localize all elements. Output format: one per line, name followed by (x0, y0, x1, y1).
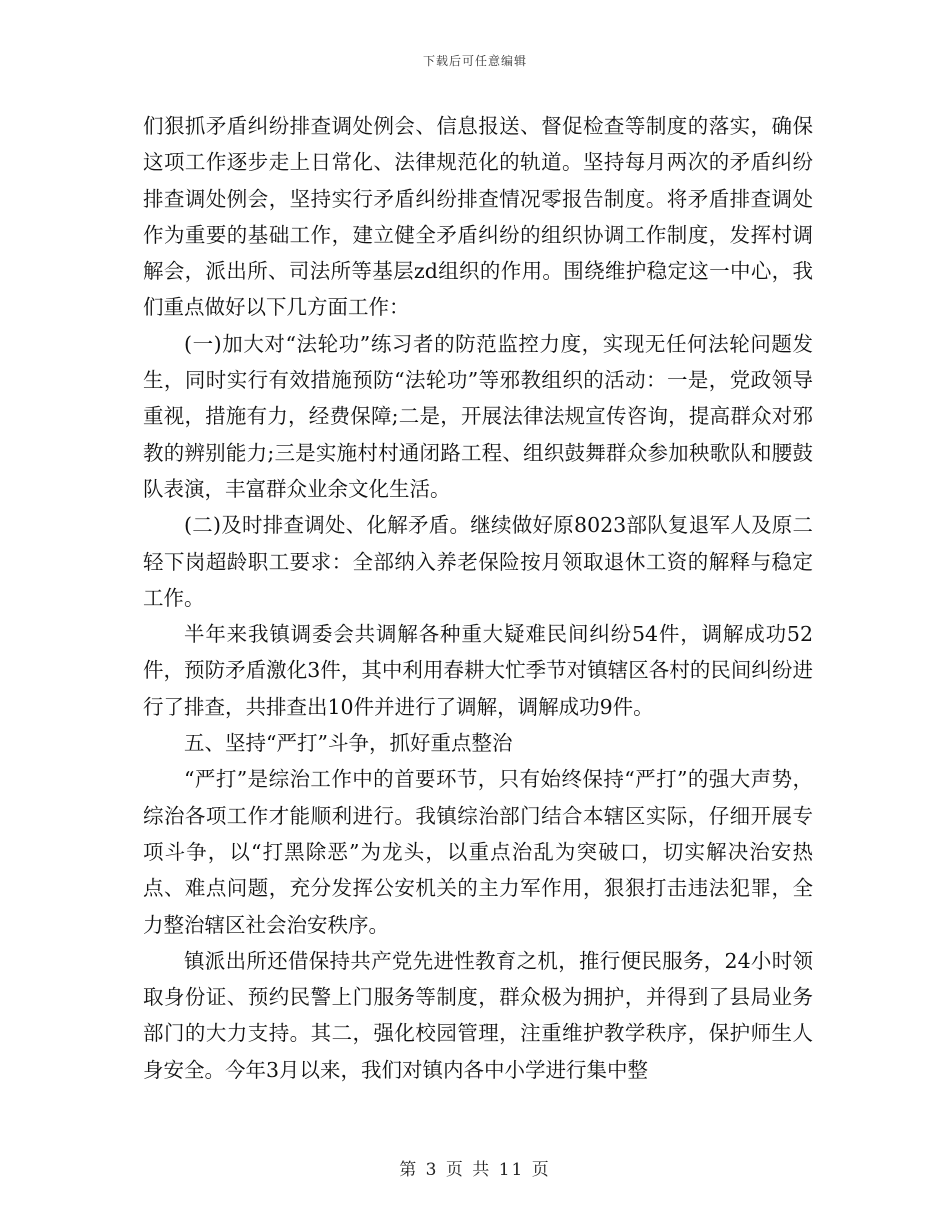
paragraph-4: 半年来我镇调委会共调解各种重大疑难民间纠纷54件，调解成功52件，预防矛盾激化3件，其中利用春耕大忙季节对镇辖区各村的民间纠纷进行了排查，共排查出10件并进行了调解，调解成功9件。 (143, 622, 813, 719)
document-body (143, 108, 813, 1088)
paragraph-5: “严打”是综治工作中的首要环节，只有始终保持“严打”的强大声势，综治各项工作才能顺利进行。我镇综治部门结合本辖区实际，仔细开展专项斗争，以“打黑除恶”为龙头，以重点治乱为突破口，切实解决治安热点、难点问题，充分发挥公安机关的主力军作用，狠狠打击违法犯罪，全力整治辖区社会治安秩序。 (143, 767, 813, 937)
page-number-footer: 第 3 页 共 11 页 (399, 1160, 551, 1180)
paragraph-3: (二)及时排查调处、化解矛盾。继续做好原8023部队复退军人及原二轻下岗超龄职工要求：全部纳入养老保险按月领取退休工资的解释与稳定工作。 (143, 513, 813, 610)
page-header: 下载后可任意编辑 (422, 54, 527, 68)
paragraph-1: 们狠抓矛盾纠纷排查调处例会、信息报送、督促检查等制度的落实，确保这项工作逐步走上日常化、法律规范化的轨道。坚持每月两次的矛盾纠纷排查调处例会，坚持实行矛盾纠纷排查情况零报告制度。将矛盾排查调处作为重要的基础工作，建立健全矛盾纠纷的组织协调工作制度，发挥村调解会，派出所、司法所等基层zd组织的作用。围绕维护稳定这一中心，我们重点做好以下几方面工作： (143, 114, 813, 320)
section-heading: 五、坚持“严打”斗争，抓好重点整治 (184, 731, 513, 756)
paragraph-6: 镇派出所还借保持共产党先进性教育之机，推行便民服务，24小时领取身份证、预约民警上门服务等制度，群众极为拥护，并得到了县局业务部门的大力支持。其二，强化校园管理，注重维护教学秩序，保护师生人身安全。今年3月以来，我们对镇内各中小学进行集中整 (143, 948, 813, 1082)
paragraph-2: (一)加大对“法轮功”练习者的防范监控力度，实现无任何法轮问题发生，同时实行有效措施预防“法轮功”等邪教组织的活动：一是，党政领导重视，措施有力，经费保障;二是，开展法律法规宣传咨询，提高群众对邪教的辨别能力;三是实施村村通闭路工程、组织鼓舞群众参加秧歌队和腰鼓队表演，丰富群众业余文化生活。 (143, 331, 813, 501)
